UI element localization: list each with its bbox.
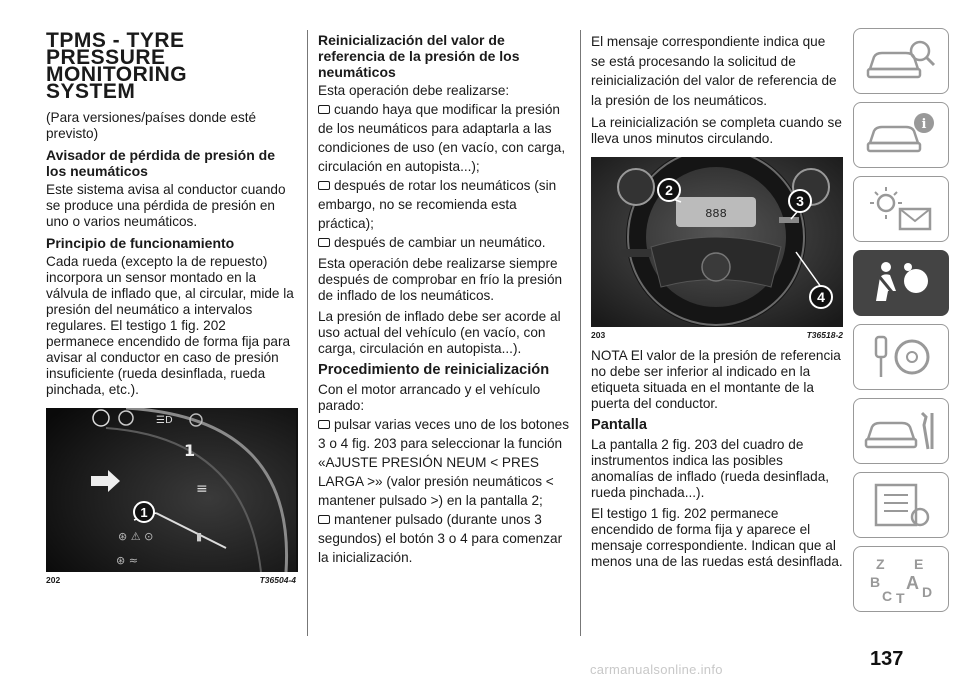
column-middle: [318, 32, 570, 567]
list-item: después de cambiar un neumático.: [318, 233, 570, 252]
column-left: [46, 29, 296, 593]
svg-text:☰D: ☰D: [156, 415, 173, 426]
seatbelt-airbag-icon: [862, 257, 940, 309]
title-line: PRESSURE: [46, 46, 166, 69]
paragraph-siempre: Esta operación debe realizarse siempre después de comprobar en frío la presión de inflado de los neumáticos.: [318, 256, 563, 303]
alphabetical-index-icon: [862, 553, 940, 605]
heading-principio: Principio de funcionamiento: [46, 235, 235, 251]
heading-reinicializacion: Reinicialización del valor de referencia de la presión de los neumáticos: [318, 32, 520, 80]
specifications-list-icon: [862, 479, 940, 531]
paragraph-motor: Con el motor arrancado y el vehículo parado:: [318, 382, 541, 413]
paragraph-pantalla: La pantalla 2 fig. 203 del cuadro de instrumentos indica las posibles anomalías de inflado (rueda desinflada, rueda pinchada...).: [591, 437, 830, 500]
instrument-cluster-illustration: [46, 408, 296, 572]
svg-text:Z: Z: [876, 556, 885, 572]
paragraph-principio: Cada rueda (excepto la de repuesto) incorpora un sensor montado en la válvula de inflado que, al circular, mide la presión del neumático a intervalos regulares. El testigo 1 fig. 202 permanece encendido de forma fija para avisar al conductor en caso de presión insuficiente (rueda desinflada, rueda pinchada, etc.).: [46, 254, 294, 397]
svg-text:i: i: [921, 117, 927, 132]
steering-wheel-illustration: [591, 157, 843, 327]
svg-text:C: C: [882, 588, 893, 604]
figure-202-image: [46, 408, 298, 572]
tab-car-search[interactable]: [853, 28, 949, 94]
bullet-box-icon: [318, 515, 330, 524]
column-divider: [580, 30, 581, 636]
figure-202-caption: [46, 575, 296, 585]
paragraph-testigo: El testigo 1 fig. 202 permanece encendido de forma fija y aparece el mensaje correspondiente. Indican que al menos una de las ruedas está desinflada.: [591, 506, 843, 569]
list-item: mantener pulsado (durante unos 3 segundos) el botón 3 o 4 para comenzar la inicialización.: [318, 512, 563, 565]
heading-avisador: Avisador de pérdida de presión de los neumáticos: [46, 147, 275, 179]
display-readout: 888: [705, 207, 727, 221]
callout-4-label: 4: [817, 289, 825, 305]
chapter-sidebar: [853, 28, 949, 620]
paragraph-avisador: Este sistema avisa al conductor cuando se produce una pérdida de presión en uno o varios neumáticos.: [46, 182, 286, 229]
heading-pantalla: Pantalla: [591, 417, 647, 433]
svg-text:D: D: [922, 584, 933, 600]
list-item: cuando haya que modificar la presión de los neumáticos para adaptarla a las condiciones de uso (en vacío, con carga, circulación en autopista...);: [318, 102, 566, 174]
svg-text:T: T: [896, 590, 905, 605]
list-item: pulsar varias veces uno de los botones 3 o 4 fig. 203 para seleccionar la función «AJUSTE PRESIÓN NEUM < PRES LARGA >» (valor presión neumáticos < mantener pulsado >) en la pantalla 2;: [318, 417, 570, 508]
svg-text:A: A: [906, 573, 919, 593]
figure-code: T36518-2: [806, 330, 843, 340]
title-line: SYSTEM: [46, 80, 136, 103]
paragraph-operacion: Esta operación debe realizarse:: [318, 83, 510, 98]
paragraph-mensaje: El mensaje correspondiente indica que se está procesando la solicitud de reinicialización del valor de referencia de la presión de los neumáticos.: [591, 34, 837, 108]
figure-203-image: [591, 157, 843, 327]
callout-3-label: 3: [796, 193, 804, 209]
watermark: carmanualsonline.info: [590, 662, 723, 677]
title-line: TPMS - TYRE: [46, 29, 185, 52]
tab-car-info[interactable]: [853, 102, 949, 168]
car-info-icon: [862, 109, 940, 161]
key-steering-wheel-icon: [862, 331, 940, 383]
svg-text:E: E: [914, 556, 924, 572]
bullet-box-icon: [318, 181, 330, 190]
tab-specifications[interactable]: [853, 472, 949, 538]
tab-car-tools[interactable]: [853, 398, 949, 464]
column-divider: [307, 30, 308, 636]
column-right: [591, 32, 843, 575]
paragraph-nota: NOTA El valor de la presión de referencia no debe ser inferior al indicado en la etiqueta situada en el montante de la puerta del conductor.: [591, 348, 841, 411]
bullet-box-icon: [318, 420, 330, 429]
tab-index[interactable]: [853, 546, 949, 612]
page-number: 137: [870, 648, 904, 670]
paragraph-completa: La reinicialización se completa cuando se lleva unos minutos circulando.: [591, 115, 842, 146]
figure-code: T36504-4: [259, 575, 296, 585]
paragraph-versions: (Para versiones/países donde esté previsto): [46, 110, 257, 141]
car-tools-icon: [862, 405, 940, 457]
title-line: MONITORING: [46, 63, 188, 86]
callout-1-label: 1: [140, 505, 148, 520]
svg-text:B: B: [870, 574, 881, 590]
warning-lights-message-icon: [862, 183, 940, 235]
tab-safety[interactable]: [853, 250, 949, 316]
figure-number: 203: [591, 330, 606, 340]
bullet-box-icon: [318, 238, 330, 247]
car-search-icon: [862, 35, 940, 87]
figure-number: 202: [46, 575, 61, 585]
callout-2-label: 2: [665, 182, 673, 198]
heading-procedimiento: Procedimiento de reinicialización: [318, 362, 550, 378]
tab-starting-driving[interactable]: [853, 324, 949, 390]
paragraph-presion: La presión de inflado debe ser acorde al uso actual del vehículo (en vacío, con carga, circulación en autopista...).: [318, 309, 561, 356]
svg-text:⊛ ⚠ ⊙: ⊛ ⚠ ⊙: [118, 530, 154, 543]
tab-warning-lights[interactable]: [853, 176, 949, 242]
svg-text:▮: ▮: [196, 530, 203, 543]
bullet-box-icon: [318, 105, 330, 114]
list-item: después de rotar los neumáticos (sin embargo, no se recomienda esta práctica);: [318, 178, 557, 231]
svg-text:⊛ ≈: ⊛ ≈: [116, 554, 138, 567]
svg-text:≡: ≡: [196, 481, 208, 497]
page-title: [46, 29, 296, 103]
figure-203-caption: [591, 330, 843, 340]
gauge-number: 1: [184, 441, 196, 460]
